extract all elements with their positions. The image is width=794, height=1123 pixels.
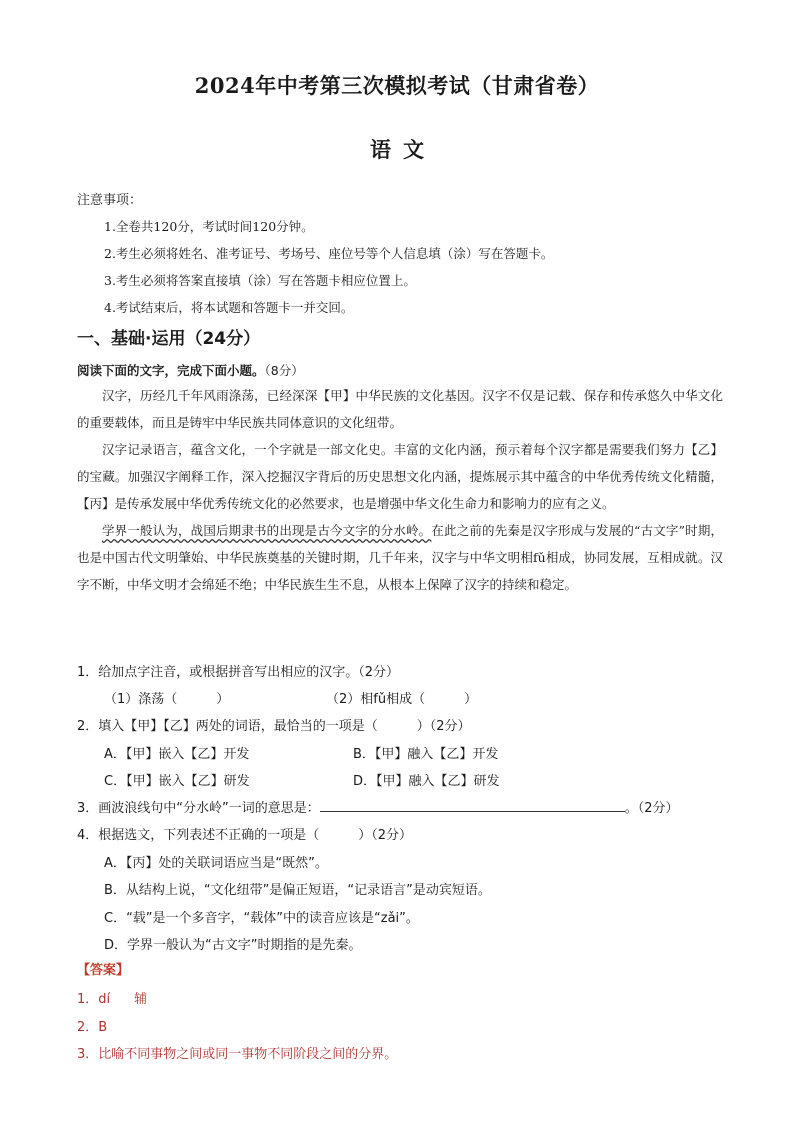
passage-paragraph-1: 汉字，历经几千年风雨涤荡，已经深深【甲】中华民族的文化基因。汉字不仅是记载、保存和传承悠久中华文化的重要载体，而且是铸牢中华民族共同体意识的文化纽带。 [77, 388, 723, 430]
question-4-option-c: C．“载”是一个多音字，“载体”中的读音应该是“zǎi”。 [104, 911, 419, 926]
notes-heading: 注意事项： [77, 193, 143, 208]
exam-title: 2024年中考第三次模拟考试（甘肃省卷） [194, 73, 600, 98]
reading-passage [77, 382, 723, 598]
question-4-option-b: B．从结构上说，“文化纽带”是偏正短语，“记录语言”是动宾短语。 [104, 883, 491, 898]
question-3-stem: 3．画波浪线句中“分水岭”一词的意思是： [77, 801, 320, 816]
subject-title: 语文 [370, 137, 436, 162]
question-2-stem: 2．填入【甲】【乙】两处的词语，最恰当的一项是（ ）（2分） [77, 719, 471, 734]
passage-paragraph-2: 汉字记录语言，蕴含文化，一个字就是一部文化史。丰富的文化内涵，预示着每个汉字都是需要我们努力【乙】的宝藏。加强汉字阐释工作，深入挖掘汉字背后的历史思想文化内涵，提炼展示其中蕴含的中华优秀传统文化精髓，【丙】是传承发展中华优秀传统文化的必然要求，也是增强中华文化生命力和影响力的应有之义。 [77, 442, 723, 511]
answer-heading: 【答案】 [77, 963, 130, 978]
note-item: 3.考生必须将答案直接填（涂）写在答题卡相应位置上。 [104, 273, 416, 288]
question-1-part-1: （1）涤荡（ ） [104, 692, 230, 707]
question-2-option-c: C．【甲】嵌入【乙】研发 [104, 774, 250, 789]
answer-2: 2．B [77, 1020, 108, 1035]
note-item: 2.考生必须将姓名、准考证号、考场号、座位号等个人信息填（涂）写在答题卡。 [104, 246, 554, 261]
question-2-option-b: B．【甲】融入【乙】开发 [353, 747, 499, 762]
answer-blank-line [320, 799, 625, 812]
question-3-tail: 。（2分） [624, 801, 679, 816]
instruction-text: 阅读下面的文字，完成下面小题。 [77, 363, 265, 378]
wavy-underlined-sentence: 学界一般认为，战国后期隶书的出现是古今文字的分水岭。 [102, 523, 432, 538]
instruction-points: （8分） [264, 363, 304, 378]
question-4-stem: 4．根据选文，下列表述不正确的一项是（ ）（2分） [77, 828, 413, 843]
reading-instruction [77, 361, 304, 379]
answer-3: 3．比喻不同事物之间或同一事物不同阶段之间的分界。 [77, 1047, 398, 1062]
answer-1-pinyin: 1．dí [77, 992, 111, 1007]
question-4-option-d: D．学界一般认为“古文字”时期指的是先秦。 [104, 938, 362, 953]
question-1-stem: 1．给加点字注音，或根据拼音写出相应的汉字。（2分） [77, 665, 400, 680]
question-4-option-a: A．【丙】处的关联词语应当是“既然”。 [104, 856, 328, 871]
answer-1 [77, 988, 147, 1007]
answer-1-character: 辅 [134, 992, 148, 1007]
passage-paragraph-3 [77, 517, 723, 598]
question-2-option-a: A．【甲】嵌入【乙】开发 [104, 747, 250, 762]
note-item: 4.考试结束后，将本试题和答题卡一并交回。 [104, 300, 354, 315]
paragraph-3-rest: 在此之前的先秦是汉字形成与发展的“古文字”时期，也是中国古代文明肇始、中华民族奠基的关键时期，几千年来，汉字与中华文明相fǔ相成，协同发展，互相成就。汉字不断，中华文明才会绵延不绝；中华民族生生不息，从根本上保障了汉字的持续和稳定。 [77, 523, 723, 592]
question-2-option-d: D．【甲】融入【乙】研发 [353, 774, 500, 789]
question-3 [77, 797, 679, 816]
section-heading: 一、基础·运用（24分） [77, 329, 261, 349]
question-1-part-2: （2）相fǔ相成（ ） [326, 692, 478, 707]
note-item: 1.全卷共120分，考试时间120分钟。 [104, 219, 314, 234]
